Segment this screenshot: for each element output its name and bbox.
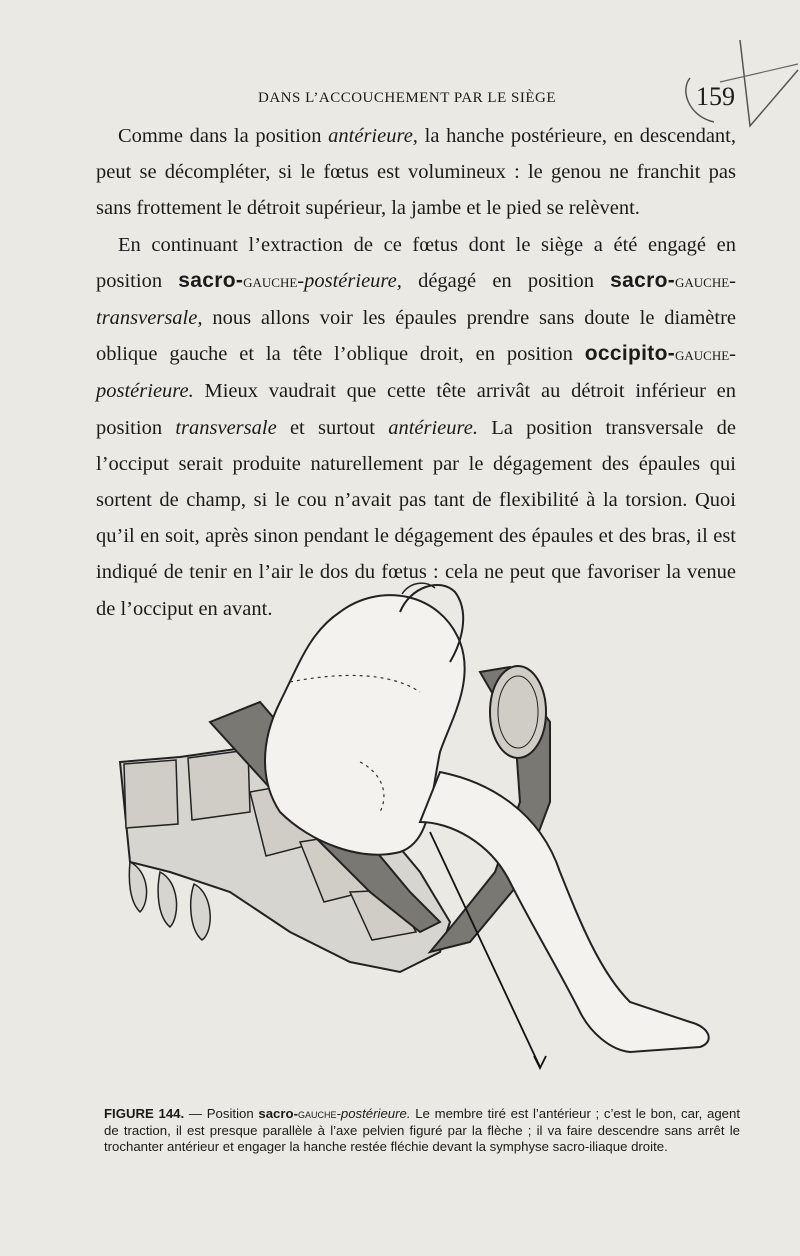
bold-term: sacro- bbox=[610, 268, 675, 292]
text-run: Mieux vaudrait que cette tête arrivât au détroit inférieur en position bbox=[96, 380, 736, 439]
text-run: La position transversale de l’occiput serait produite naturellement par le dégagement des épaules qui sortent de champ, si le cou n’avait pas tant de flexibilité à la torsion. Quoi qu’il en soit, après sinon pendant le dégagement des épaules et des bras, il est indiqué de tenir en l’air le dos du fœtus : cela ne peut que favoriser la venue de l’occiput en avant. bbox=[96, 416, 736, 620]
text-run: et surtout bbox=[276, 416, 389, 439]
caption-text: — Position bbox=[184, 1106, 259, 1121]
italic-term: antérieure, bbox=[328, 125, 418, 147]
figure-number: FIGURE 144. bbox=[104, 1106, 185, 1121]
italic-term: transversale bbox=[175, 416, 277, 439]
italic-term: antérieure. bbox=[388, 416, 478, 439]
running-head: DANS L’ACCOUCHEMENT PAR LE SIÈGE bbox=[258, 90, 556, 106]
text-run: En continuant l’extraction de ce fœtus dont le siège a été engagé en position bbox=[96, 233, 736, 292]
text-run: la hanche postérieure, en descendant, peut se décompléter, si le fœtus est volumineux : le genou ne franchit pas sans frottement le détroit supérieur, la jambe et le pied se relèvent. bbox=[96, 125, 736, 220]
bold-term: occipito- bbox=[584, 342, 675, 366]
caption-text: Le membre tiré est l’antérieur ; c’est le bon, car, agent de traction, il est presque parallèle à l’axe pelvien figuré par la flèche ; il va faire descendre sans arrêt le trochanter antérieur et engager la hanche restée fléchie devant la symphyse sacro-iliaque droite. bbox=[104, 1106, 740, 1154]
body-text bbox=[96, 118, 736, 627]
figure-caption bbox=[104, 1106, 740, 1156]
smallcaps-term: gauche bbox=[675, 344, 730, 366]
italic-term: -transversale, bbox=[96, 269, 736, 330]
smallcaps-term: gauche bbox=[243, 270, 298, 292]
text-run: Comme dans la position bbox=[118, 125, 329, 147]
text-run: nous allons voir les épaules prendre sans doute le diamètre oblique gauche et la tête l’oblique droit, en position bbox=[96, 307, 736, 366]
paragraph-1 bbox=[96, 118, 736, 227]
page-number: 159 bbox=[696, 82, 735, 111]
smallcaps-term: gauche bbox=[675, 270, 730, 292]
anatomical-illustration bbox=[110, 572, 730, 1092]
italic-term: -postérieure, bbox=[297, 269, 402, 292]
italic-term: -postérieure. bbox=[96, 343, 736, 403]
bold-term: sacro- bbox=[178, 268, 244, 292]
caption-smallcaps-term: gauche bbox=[297, 1106, 337, 1121]
text-run: dégagé en position bbox=[401, 269, 611, 292]
paragraph-2 bbox=[96, 227, 736, 627]
caption-italic-term: -postérieure. bbox=[336, 1106, 411, 1121]
caption-bold-term: sacro- bbox=[258, 1106, 298, 1121]
